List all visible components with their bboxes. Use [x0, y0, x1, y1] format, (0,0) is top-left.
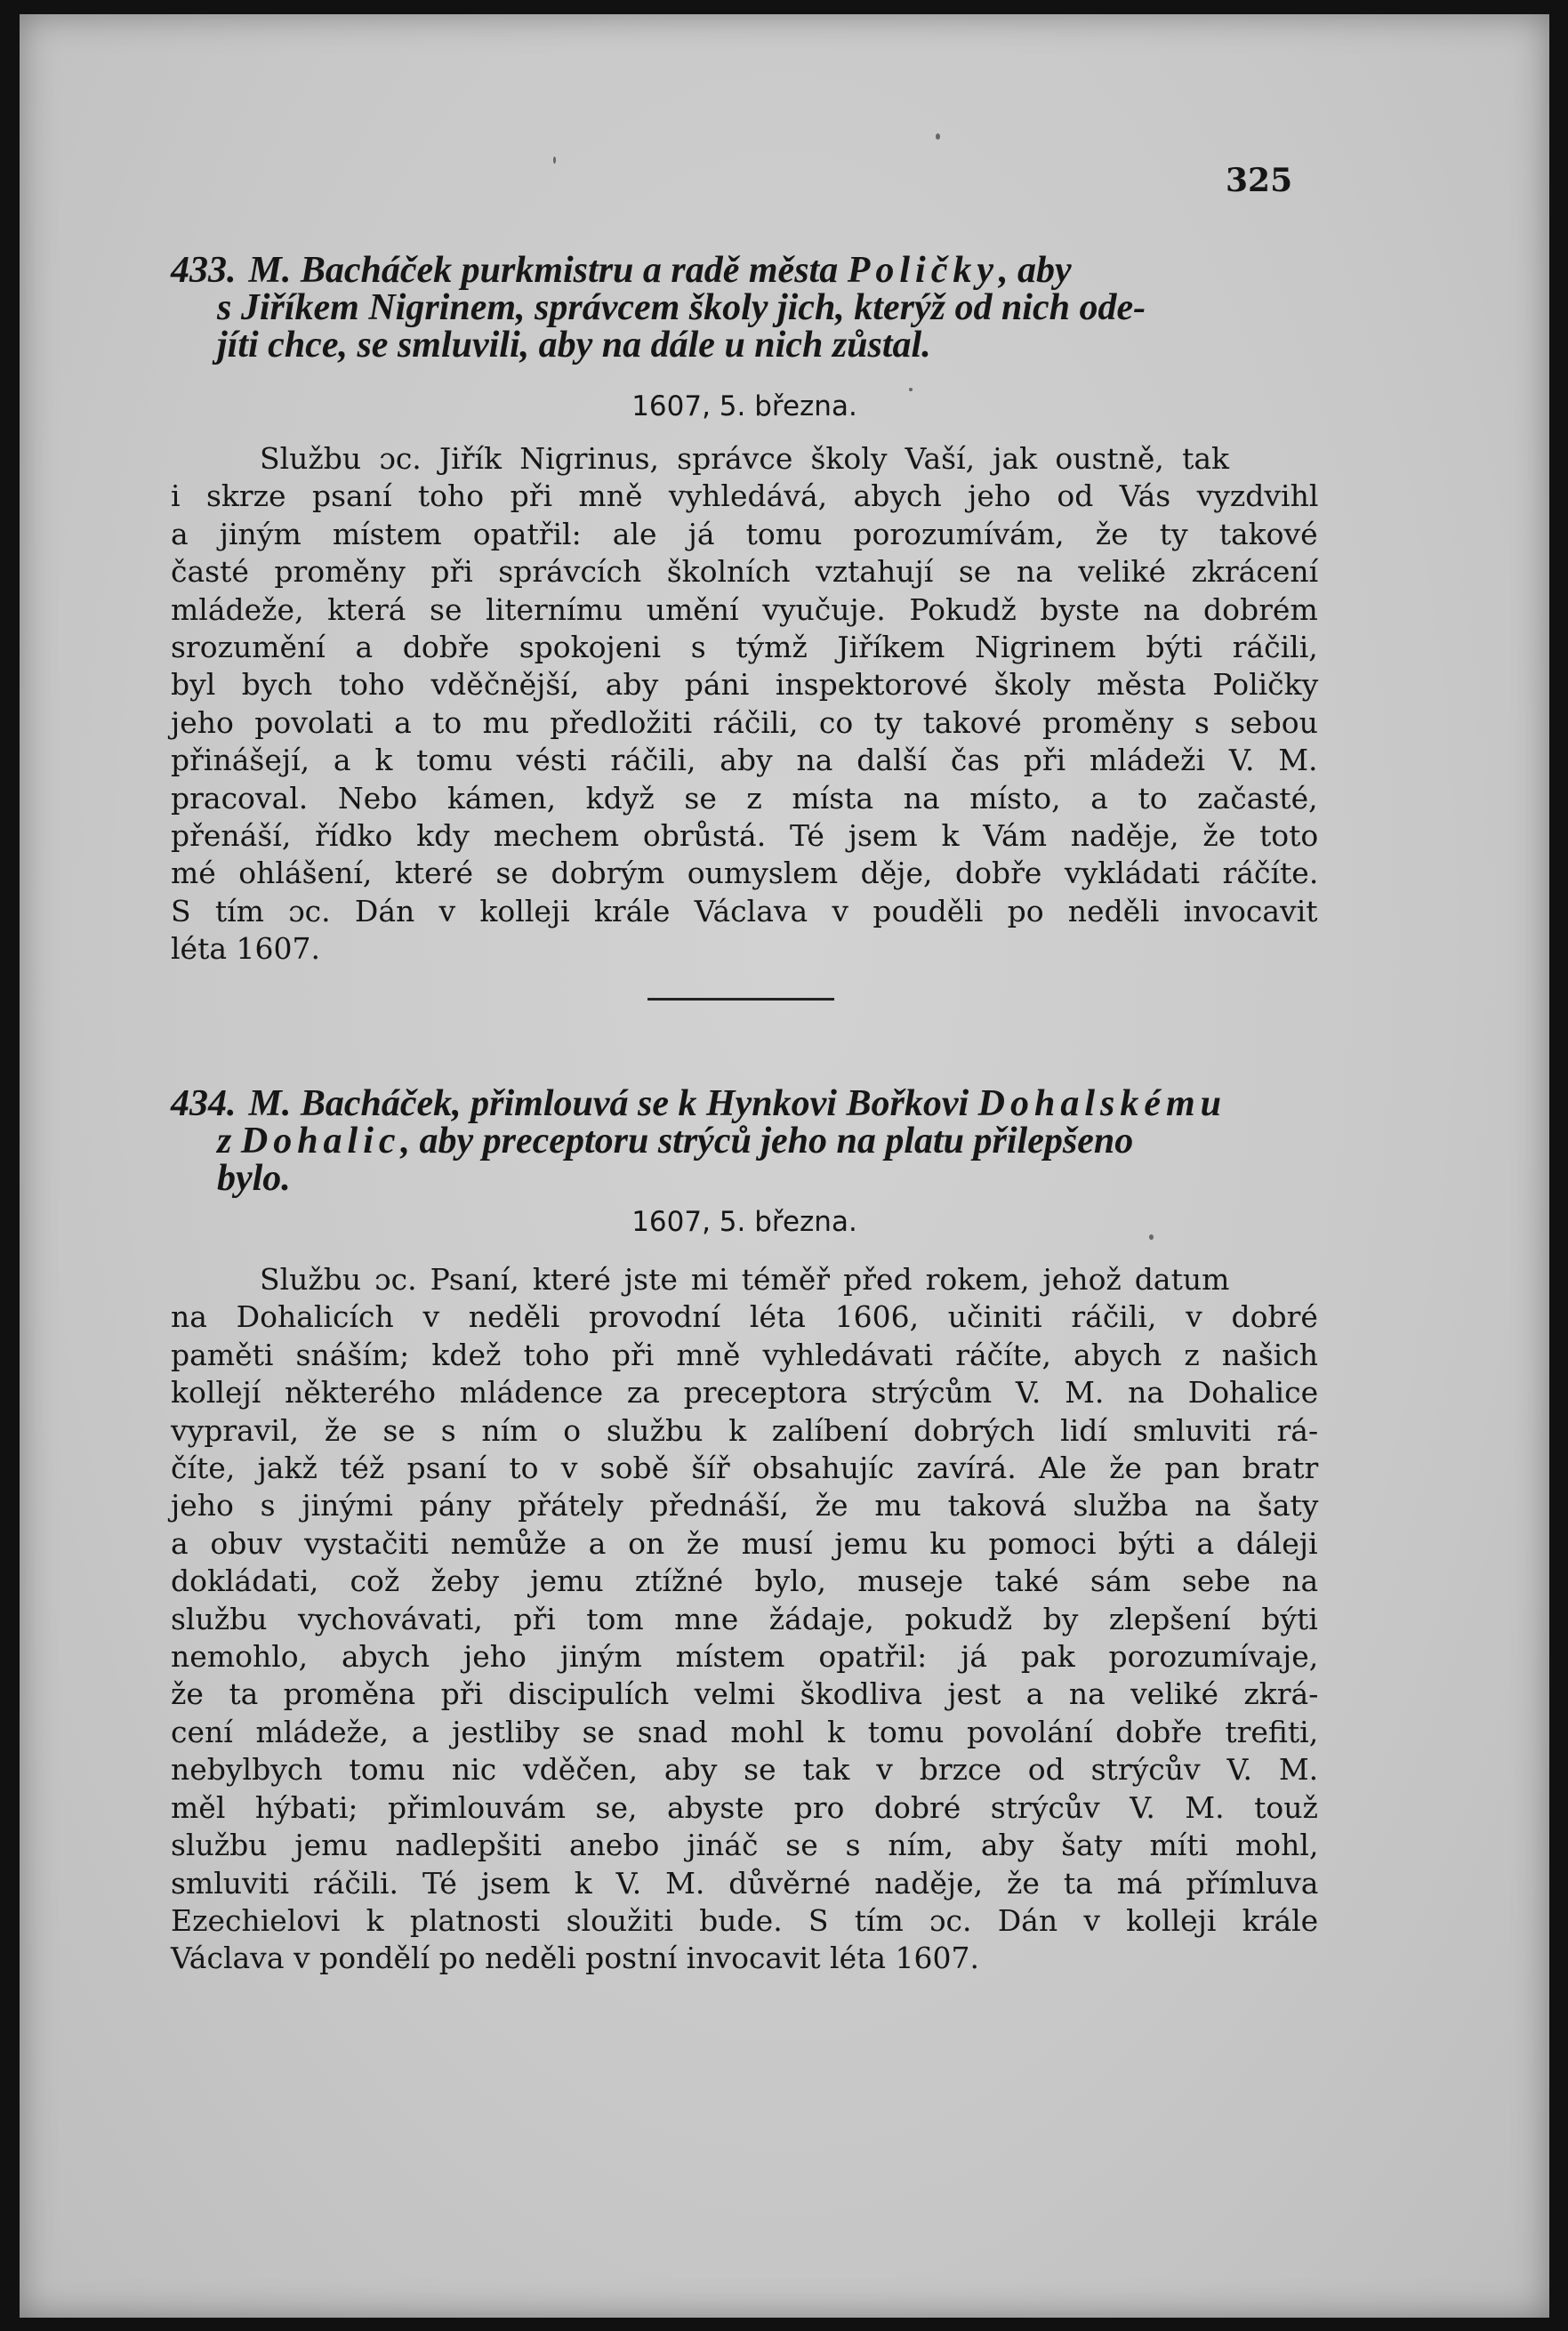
heading-line — [171, 326, 1318, 364]
heading-text: M. Bacháček, přimlouvá se k Hynkovi Bořkovi — [248, 1083, 978, 1124]
letter-434-date: 1607, 5. března. — [631, 1206, 857, 1238]
heading-text: jíti chce, se smluvili, aby na dále u nich zůstal. — [217, 325, 931, 366]
body-line: měl hýbati; přimlouvám se, abyste pro dobré strýcův V. M. touž — [171, 1789, 1318, 1825]
body-line: časté proměny při správcích školních vztahují se na veliké zkrácení — [171, 554, 1319, 590]
heading-text: z — [217, 1121, 241, 1161]
heading-line — [171, 1160, 1318, 1197]
body-line: Ezechielovi k platnosti sloužiti bude. S tím ɔc. Dán v kolleji krále — [171, 1902, 1319, 1938]
body-line: službu vychovávati, při tom mne žádaje, pokudž by zlepšení býti — [171, 1601, 1318, 1636]
body-line: cení mládeže, a jestliby se snad mohl k tomu povolání dobře trefiti, — [171, 1714, 1319, 1749]
person-name: Dohalskému — [977, 1083, 1227, 1124]
scan-speck — [909, 388, 913, 391]
page-number: 325 — [1226, 162, 1293, 199]
letter-433-date: 1607, 5. března. — [631, 390, 857, 422]
body-line: přinášejí, a k tomu vésti ráčili, aby na další čas při mládeži V. M. — [171, 743, 1318, 778]
heading-text: s Jiříkem Nigrinem, správcem školy jich, kterýž od nich ode- — [217, 287, 1146, 328]
body-line: i skrze psaní toho při mně vyhledává, abych jeho od Vás vyzdvihl — [171, 478, 1319, 514]
heading-line — [171, 1085, 1318, 1122]
body-line: mládeže, která se liternímu umění vyučuje. Pokudž byste na dobrém — [171, 591, 1318, 627]
heading-line — [171, 289, 1318, 326]
letter-433-heading — [171, 252, 1318, 364]
body-line: léta 1607. — [171, 931, 320, 967]
body-line: paměti snáším; kdež toho při mně vyhledávati ráčíte, abych z našich — [171, 1337, 1318, 1372]
heading-text: bylo. — [217, 1158, 291, 1199]
scan-speck — [1149, 1234, 1154, 1240]
body-line: S tím ɔc. Dán v kolleji krále Václava v pouděli po neděli invocavit — [171, 893, 1318, 928]
letter-number: 434. — [171, 1083, 237, 1124]
section-divider — [647, 998, 834, 1001]
body-line: nemohlo, abych jeho jiným místem opatřil: já pak porozumívaje, — [171, 1639, 1319, 1675]
body-line: srozumění a dobře spokojeni s týmž Jiříkem Nigrinem býti ráčili, — [171, 630, 1318, 665]
body-line: a jiným místem opatřil: ale já tomu porozumívám, že ty takové — [171, 516, 1318, 551]
body-line: vypravil, že se s ním o službu k zalíbení dobrých lidí smluviti rá- — [171, 1412, 1319, 1448]
body-line: že ta proměna při discipulích velmi škodliva jest a na veliké zkrá- — [171, 1676, 1319, 1712]
letter-434-body — [171, 1261, 1318, 1978]
body-line: pracoval. Nebo kámen, když se z místa na místo, a to začasté, — [171, 780, 1318, 816]
place-name: Dohalic — [240, 1121, 401, 1161]
body-line: přenáší, řídko kdy mechem obrůstá. Té jsem k Vám naděje, že toto — [171, 818, 1319, 854]
letter-433-body — [171, 440, 1318, 969]
heading-text: , aby — [999, 250, 1072, 291]
body-line: dokládati, což žeby jemu ztížné bylo, museje také sám sebe na — [171, 1563, 1319, 1599]
body-line: byl bych toho vděčnější, aby páni inspektorové školy města Poličky — [171, 667, 1319, 703]
body-line: Službu ɔc. Psaní, které jste mi téměř před rokem, jehož datum — [260, 1262, 1230, 1297]
body-line: nebylbych tomu nic vděčen, aby se tak v brzce od strýcův V. M. — [171, 1752, 1319, 1788]
letter-434 — [171, 1085, 1318, 1978]
letter-number: 433. — [171, 250, 237, 291]
heading-line — [171, 1122, 1318, 1160]
body-line: Václava v pondělí po neděli postní invocavit léta 1607. — [171, 1941, 980, 1976]
letter-433 — [171, 252, 1318, 969]
body-line: službu jemu nadlepšiti anebo jináč se s ním, aby šaty míti mohl, — [171, 1828, 1319, 1863]
body-line: Službu ɔc. Jiřík Nigrinus, správce školy Vaší, jak oustně, tak — [260, 441, 1230, 476]
body-line: jeho povolati a to mu předložiti ráčili, co ty takové proměny s sebou — [171, 704, 1318, 740]
scan-speck — [936, 133, 940, 140]
body-line: a obuv vystačiti nemůže a on že musí jemu ku pomoci býti a dáleji — [171, 1525, 1318, 1561]
body-line: smluviti ráčili. Té jsem k V. M. důvěrné naděje, že ta má přímluva — [171, 1865, 1319, 1901]
letter-434-heading — [171, 1085, 1318, 1197]
heading-line — [171, 252, 1318, 289]
scanned-page — [20, 14, 1549, 2318]
scan-speck — [553, 157, 556, 164]
body-line: mé ohlášení, které se dobrým oumyslem děje, dobře vykládati ráčíte. — [171, 856, 1319, 891]
body-line: jeho s jinými pány přátely přednáší, že mu taková služba na šaty — [171, 1488, 1319, 1523]
body-line: číte, jakž též psaní to v sobě šíř obsahujíc zavírá. Ale že pan bratr — [171, 1451, 1319, 1486]
heading-text: M. Bacháček purkmistru a radě města — [248, 250, 848, 291]
place-name: Poličky — [847, 250, 999, 291]
body-line: kollejí některého mládence za preceptora strýcům V. M. na Dohalice — [171, 1375, 1319, 1411]
heading-text: , aby preceptoru strýců jeho na platu přilepšeno — [400, 1121, 1134, 1161]
body-line: na Dohalicích v neděli provodní léta 1606, učiniti ráčili, v dobré — [171, 1299, 1318, 1335]
